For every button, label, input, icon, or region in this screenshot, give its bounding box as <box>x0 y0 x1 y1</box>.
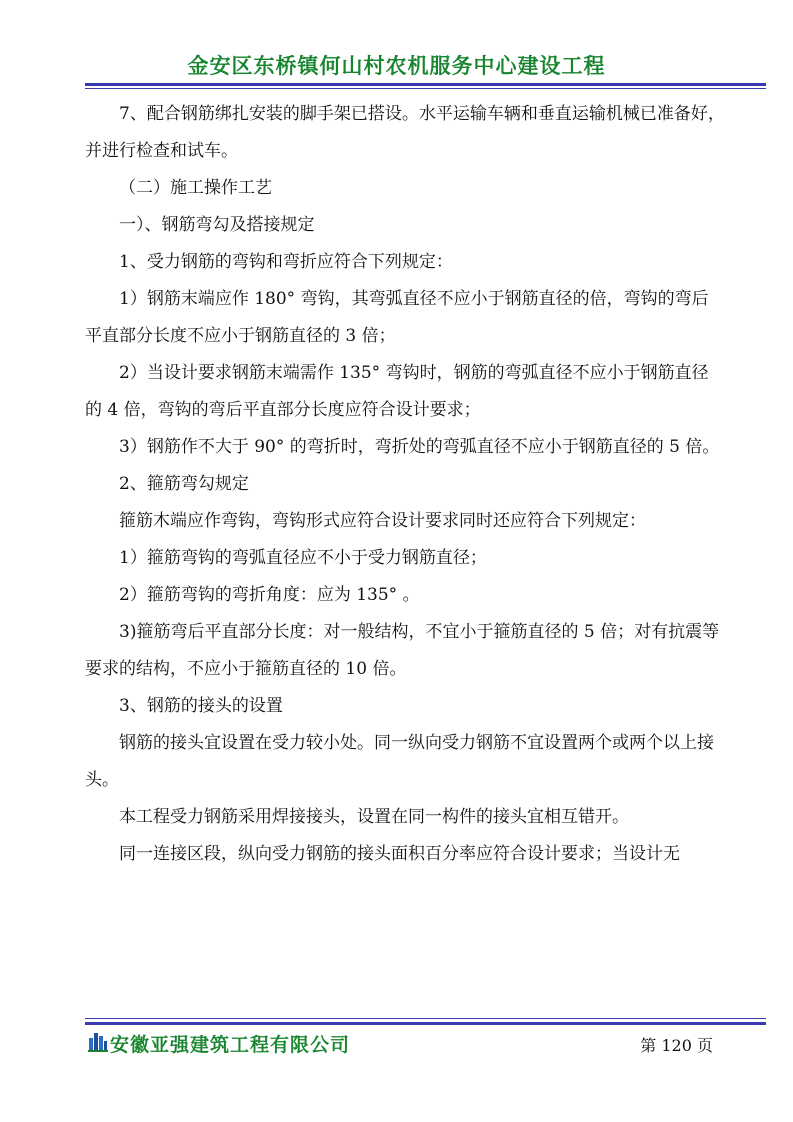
footer-rule-thin <box>85 1018 766 1019</box>
paragraph: 2）当设计要求钢筋末端需作 135° 弯钩时，钢筋的弯弧直径不应小于钢筋直径的 4 倍，弯钩的弯后平直部分长度应符合设计要求； <box>85 363 709 420</box>
document-body <box>85 96 725 873</box>
header-rule-thick <box>85 83 766 86</box>
header-rule-thin <box>85 88 766 89</box>
paragraph: 2）箍筋弯钩的弯折角度：应为 135° 。 <box>119 585 420 605</box>
paragraph: 1）箍筋弯钩的弯弧直径应不小于受力钢筋直径； <box>119 548 487 568</box>
paragraph: 箍筋木端应作弯钩，弯钩形式应符合设计要求同时还应符合下列规定： <box>119 511 646 531</box>
footer-company-name: 安徽亚强建筑工程有限公司 <box>110 1034 351 1056</box>
paragraph: 本工程受力钢筋采用焊接接头，设置在同一构件的接头宜相互错开。 <box>119 807 629 827</box>
footer-page-number: 第 120 页 <box>640 1036 713 1055</box>
paragraph: 同一连接区段，纵向受力钢筋的接头面积百分率应符合设计要求；当设计无 <box>119 844 680 864</box>
paragraph: 3）钢筋作不大于 90° 的弯折时，弯折处的弯弧直径不应小于钢筋直径的 5 倍。 <box>119 437 720 457</box>
paragraph: 3、钢筋的接头的设置 <box>119 696 283 716</box>
paragraph: （二）施工操作工艺 <box>119 178 272 198</box>
paragraph: 3)箍筋弯后平直部分长度：对一般结构，不宜小于箍筋直径的 5 倍；对有抗震等要求的结构，不应小于箍筋直径的 10 倍。 <box>85 622 720 679</box>
company-logo-icon <box>88 1030 108 1052</box>
footer-rule-thick <box>85 1022 766 1025</box>
paragraph: 钢筋的接头宜设置在受力较小处。同一纵向受力钢筋不宜设置两个或两个以上接头。 <box>85 733 714 790</box>
paragraph: 2、箍筋弯勾规定 <box>119 474 249 494</box>
paragraph: 1）钢筋末端应作 180° 弯钩，其弯弧直径不应小于钢筋直径的倍，弯钩的弯后平直部分长度不应小于钢筋直径的 3 倍； <box>85 289 709 346</box>
paragraph: 1、受力钢筋的弯钩和弯折应符合下列规定： <box>119 252 453 272</box>
page-header-title: 金安区东桥镇何山村农机服务中心建设工程 <box>187 54 606 78</box>
paragraph: 一）、钢筋弯勾及搭接规定 <box>119 215 315 235</box>
paragraph: 7、配合钢筋绑扎安装的脚手架已搭设。水平运输车辆和垂直运输机械已准备好，并进行检查和试车。 <box>85 104 725 161</box>
